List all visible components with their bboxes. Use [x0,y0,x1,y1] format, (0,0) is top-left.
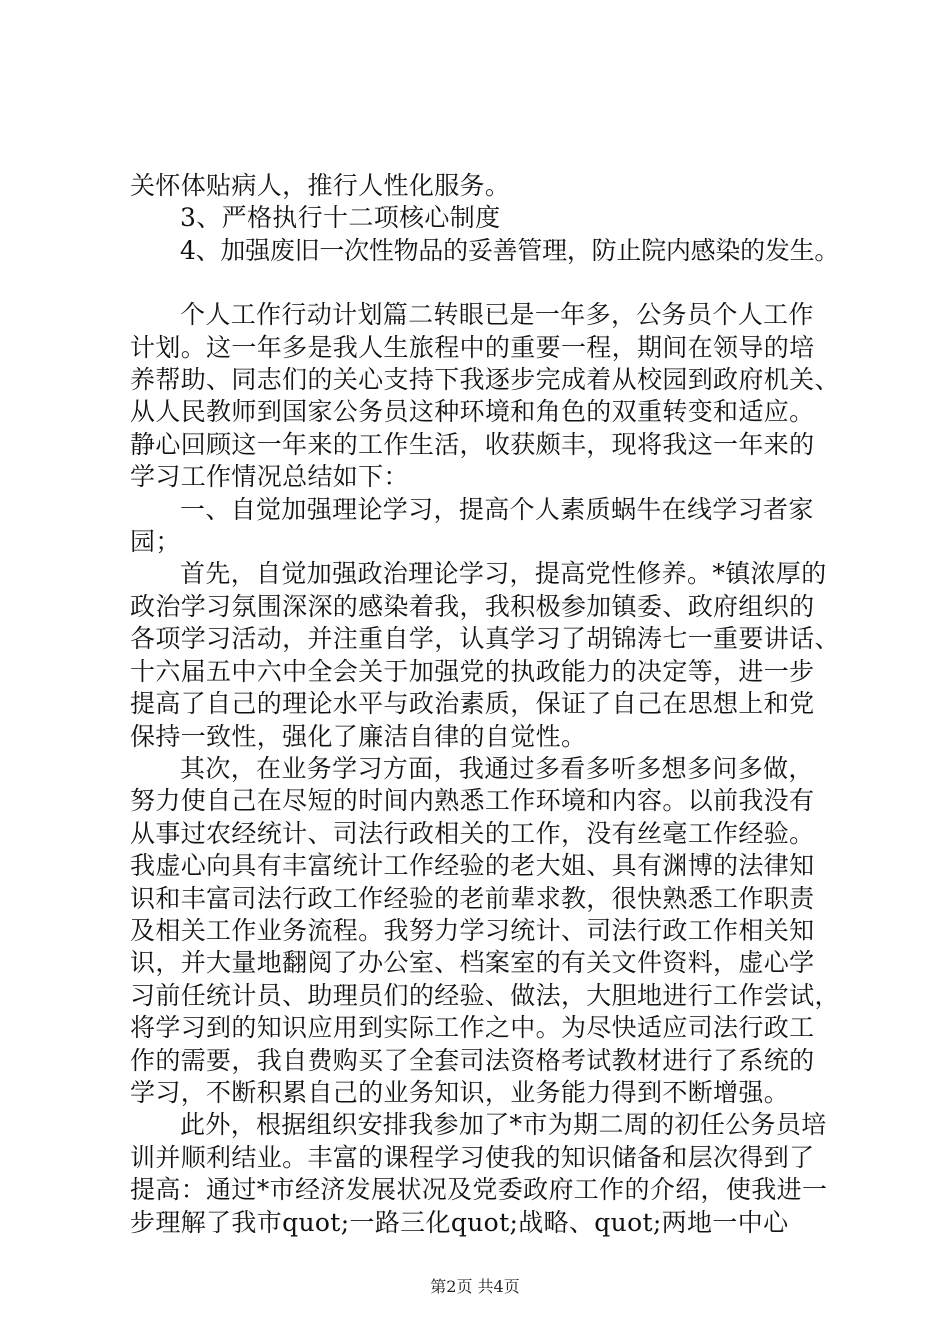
document-body [130,170,840,1239]
text-line: 学习工作情况总结如下： [130,462,409,492]
text-line: 及相关工作业务流程。我努力学习统计、司法行政工作相关知 [130,915,815,945]
text-line: 养帮助、同志们的关心支持下我逐步完成着从校园到政府机关、 [130,365,840,395]
text-line: 园； [130,527,181,557]
text-line: 此外，根据组织安排我参加了*市为期二周的初任公务员培 [180,1110,827,1140]
text-line: 关怀体贴病人，推行人性化服务。 [130,171,511,200]
text-line: 政治学习氛围深深的感染着我，我积极参加镇委、政府组织的 [130,591,815,621]
text-line: 从事过农经统计、司法行政相关的工作，没有丝毫工作经验。 [130,818,815,848]
text-line: 将学习到的知识应用到实际工作之中。为尽快适应司法行政工 [130,1013,815,1043]
page-footer [0,1274,950,1297]
text-line: 我虚心向具有丰富统计工作经验的老大姐、具有渊博的法律知 [130,851,815,881]
text-line: 习前任统计员、助理员们的经验、做法，大胆地进行工作尝试， [130,980,840,1010]
paragraph-gap [130,267,840,299]
section-heading: 一、自觉加强理论学习，提高个人素质蜗牛在线学习者家 [180,494,814,524]
text-line: 学习，不断积累自己的业务知识，业务能力得到不断增强。 [130,1077,790,1107]
text-line: 努力使自己在尽短的时间内熟悉工作环境和内容。以前我没有 [130,786,815,816]
list-item-3: 3、严格执行十二项核心制度 [180,203,501,233]
text-line: 保持一致性，强化了廉洁自律的自觉性。 [130,721,587,751]
list-item-4: 4、加强废旧一次性物品的妥善管理，防止院内感染的发生。 [180,235,840,265]
text-line: 步理解了我市quot;一路三化quot;战略、quot;两地一中心 [130,1207,789,1237]
text-line: 从人民教师到国家公务员这种环境和角色的双重转变和适应。 [130,397,815,427]
page-number: 第2页 共4页 [430,1277,520,1296]
text-line: 个人工作行动计划篇二转眼已是一年多，公务员个人工作 [180,300,814,330]
text-line: 作的需要，我自费购买了全套司法资格考试教材进行了系统的 [130,1045,815,1075]
text-line: 计划。这一年多是我人生旅程中的重要一程，期间在领导的培 [130,332,815,362]
text-line: 识，并大量地翻阅了办公室、档案室的有关文件资料，虚心学 [130,948,815,978]
text-line: 十六届五中六中全会关于加强党的执政能力的决定等，进一步 [130,656,815,686]
text-line: 静心回顾这一年来的工作生活，收获颇丰，现将我这一年来的 [130,429,815,459]
text-line: 首先，自觉加强政治理论学习，提高党性修养。*镇浓厚的 [180,559,827,589]
text-line: 提高了自己的理论水平与政治素质，保证了自己在思想上和党 [130,689,815,719]
text-line: 各项学习活动，并注重自学，认真学习了胡锦涛七一重要讲话、 [130,624,840,654]
text-line: 其次，在业务学习方面，我通过多看多听多想多问多做， [180,753,814,783]
text-line: 提高：通过*市经济发展状况及党委政府工作的介绍，使我进一 [130,1175,828,1205]
text-line: 训并顺利结业。丰富的课程学习使我的知识储备和层次得到了 [130,1142,815,1172]
text-line: 识和丰富司法行政工作经验的老前辈求教，很快熟悉工作职责 [130,883,815,913]
